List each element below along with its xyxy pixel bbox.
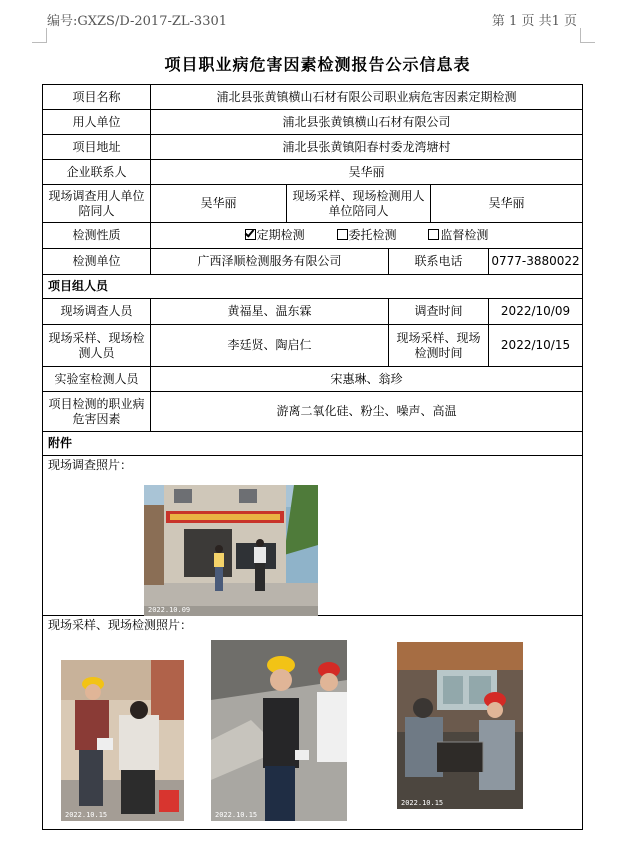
lab-label: 检测单位 xyxy=(43,249,151,275)
table-row xyxy=(43,392,583,432)
team-section-heading: 项目组人员 xyxy=(43,275,583,299)
photo-timestamp: 2022.10.09 xyxy=(148,606,191,614)
document-number: 编号:GXZS/D-2017-ZL-3301 xyxy=(47,14,228,29)
sampling-escort-value: 吴华丽 xyxy=(431,185,583,223)
table-row xyxy=(43,135,583,160)
table-row xyxy=(43,85,583,110)
table-row xyxy=(43,185,583,223)
lab-staff-value: 宋惠琳、翁珍 xyxy=(151,367,583,392)
address-label: 项目地址 xyxy=(43,135,151,160)
checkbox-empty-icon xyxy=(428,229,439,240)
employer-value: 浦北县张黄镇横山石材有限公司 xyxy=(151,110,583,135)
survey-escort-label: 现场调查用人单位陪同人 xyxy=(43,185,151,223)
hazards-value: 游离二氧化硅、粉尘、噪声、高温 xyxy=(151,392,583,432)
survey-photos-label: 现场调查照片： xyxy=(48,458,133,472)
attachments-section-heading: 附件 xyxy=(43,432,583,456)
contact-value: 吴华丽 xyxy=(151,160,583,185)
survey-time-value: 2022/10/09 xyxy=(489,299,583,325)
nature-options xyxy=(151,223,583,249)
table-row xyxy=(43,432,583,456)
sampling-photo-3 xyxy=(397,642,523,809)
lab-staff-label: 实验室检测人员 xyxy=(43,367,151,392)
project-name-label: 项目名称 xyxy=(43,85,151,110)
header-rule-right xyxy=(580,42,594,43)
contact-label: 企业联系人 xyxy=(43,160,151,185)
photo-timestamp: 2022.10.15 xyxy=(215,811,258,819)
nature-option-commissioned[interactable]: 委托检测 xyxy=(337,228,397,243)
phone-label: 联系电话 xyxy=(389,249,489,275)
table-row xyxy=(43,325,583,367)
document-title: 项目职业病危害因素检测报告公示信息表 xyxy=(164,55,471,74)
survey-staff-label: 现场调查人员 xyxy=(43,299,151,325)
checkbox-checked-icon xyxy=(245,229,256,240)
employer-label: 用人单位 xyxy=(43,110,151,135)
table-row xyxy=(43,367,583,392)
sampling-time-value: 2022/10/15 xyxy=(489,325,583,367)
photo-timestamp: 2022.10.15 xyxy=(65,811,108,819)
checkbox-empty-icon xyxy=(337,229,348,240)
nature-option-periodic[interactable]: 定期检测 xyxy=(245,228,305,243)
margin-corner-right xyxy=(580,28,595,43)
table-row xyxy=(43,275,583,299)
lab-value: 广西泽顺检测服务有限公司 xyxy=(151,249,389,275)
table-row xyxy=(43,299,583,325)
survey-site-photo xyxy=(144,485,318,616)
sampling-time-label: 现场采样、现场检测时间 xyxy=(389,325,489,367)
page-indicator: 第 1 页 共1 页 xyxy=(491,14,577,29)
sampling-photo-1 xyxy=(61,660,184,821)
sampling-escort-label: 现场采样、现场检测用人单位陪同人 xyxy=(287,185,431,223)
survey-escort-value: 吴华丽 xyxy=(151,185,287,223)
table-row xyxy=(43,160,583,185)
table-row xyxy=(43,110,583,135)
nature-option-supervisory[interactable]: 监督检测 xyxy=(428,228,488,243)
sampling-staff-label: 现场采样、现场检测人员 xyxy=(43,325,151,367)
survey-time-label: 调查时间 xyxy=(389,299,489,325)
table-row xyxy=(43,223,583,249)
table-row xyxy=(43,249,583,275)
phone-value: 0777-3880022 xyxy=(489,249,583,275)
nature-label: 检测性质 xyxy=(43,223,151,249)
sampling-staff-value: 李廷贤、陶启仁 xyxy=(151,325,389,367)
address-value: 浦北县张黄镇阳春村委龙湾塘村 xyxy=(151,135,583,160)
sampling-photos-label: 现场采样、现场检测照片： xyxy=(48,618,193,632)
margin-corner-left xyxy=(32,28,47,43)
sampling-photo-2 xyxy=(211,640,347,821)
project-name-value: 浦北县张黄镇横山石材有限公司职业病危害因素定期检测 xyxy=(151,85,583,110)
photo-timestamp: 2022.10.15 xyxy=(401,799,444,807)
survey-staff-value: 黄福星、温东霖 xyxy=(151,299,389,325)
hazards-label: 项目检测的职业病危害因素 xyxy=(43,392,151,432)
header-rule-left xyxy=(32,42,46,43)
